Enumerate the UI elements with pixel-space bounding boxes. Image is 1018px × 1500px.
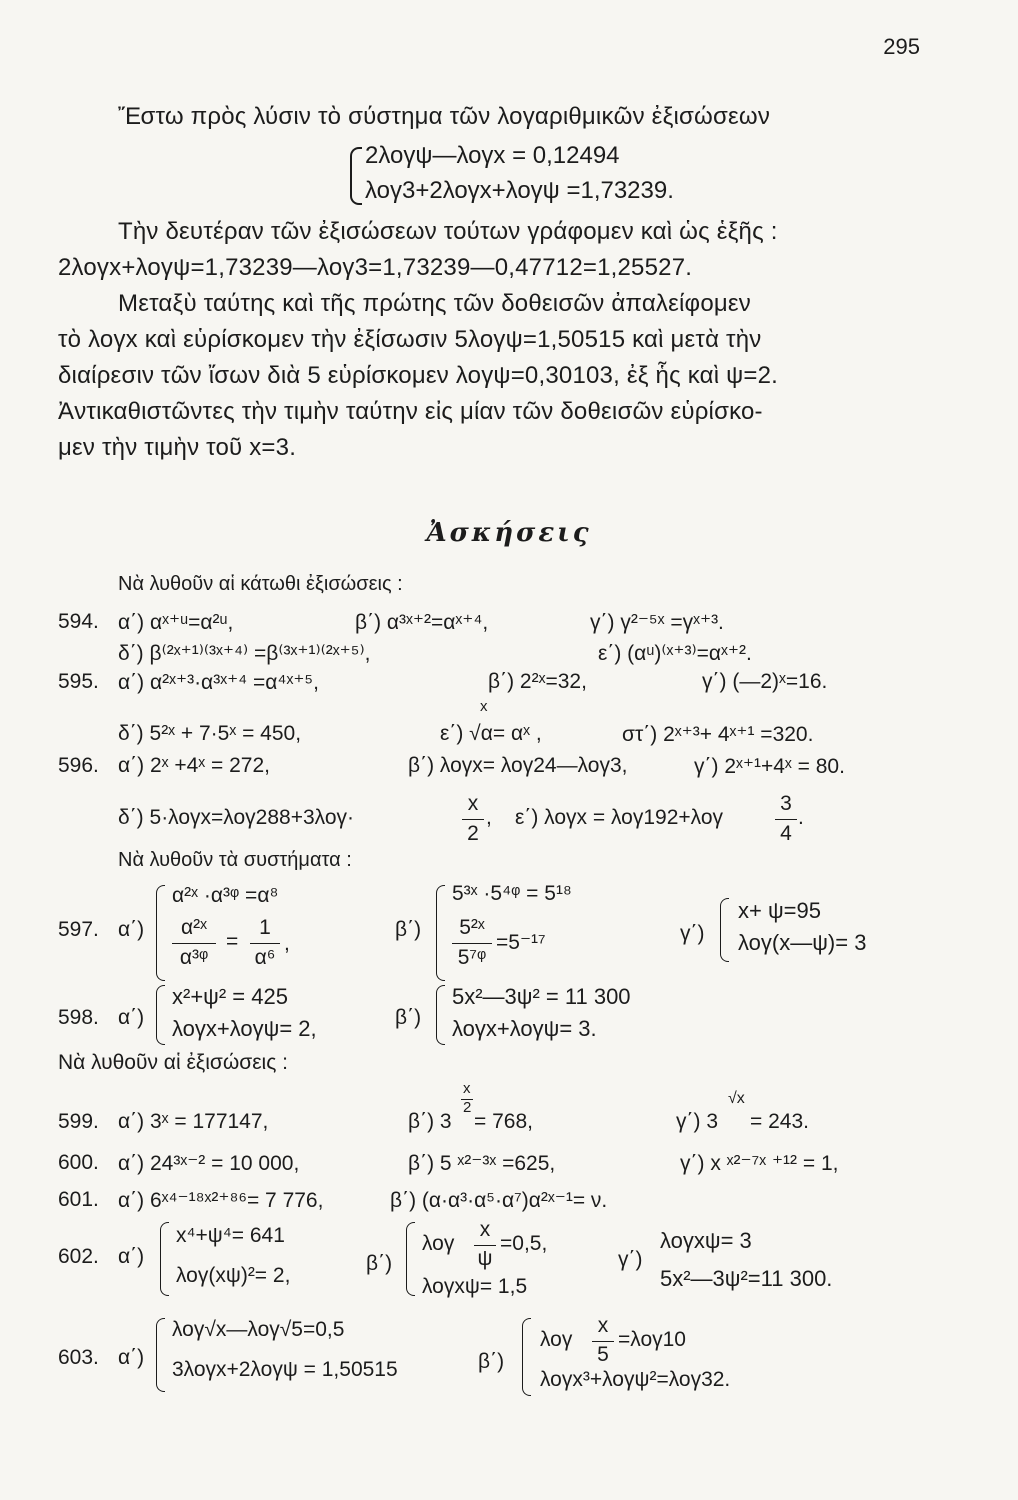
- fraction-numerator: x: [597, 1314, 609, 1337]
- fraction-bar: [172, 943, 216, 944]
- intro-line-8: μεν τὴν τιμὴν τοῦ x=3.: [58, 434, 297, 461]
- system-label: α΄): [118, 1245, 145, 1268]
- system-brace: [436, 885, 445, 981]
- fraction-denominator: ψ: [477, 1247, 493, 1270]
- exercise-number: 599.: [58, 1110, 99, 1133]
- system-brace: [160, 1222, 169, 1296]
- intro-line-5: τὸ λογx καὶ εὑρίσκομεν τὴν ἐξίσωσιν 5λογψ=1,50515 καὶ μετὰ τὴν: [58, 326, 762, 353]
- exercise-item: στ΄) 2ˣ⁺³+ 4ˣ⁺¹ =320.: [622, 723, 814, 746]
- exercise-number: 598.: [58, 1006, 99, 1029]
- intro-line-3: 2λογx+λογψ=1,73239—λογ3=1,73239—0,47712=1,25527.: [58, 254, 693, 281]
- system-label: α΄): [118, 1346, 145, 1369]
- system-equation: α²ˣ ·α³ᵠ =α⁸: [172, 884, 279, 907]
- system-equation: x²+ψ² = 425: [172, 984, 288, 1009]
- system-brace: [720, 898, 729, 962]
- exercise-number: 601.: [58, 1188, 99, 1211]
- fraction-bar: [474, 1245, 496, 1246]
- equals-sign: =: [226, 930, 239, 953]
- system-equation: λογ: [422, 1232, 455, 1255]
- intro-line-2: Τὴν δευτέραν τῶν ἐξισώσεων τούτων γράφομεν καὶ ὡς ἑξῆς :: [118, 218, 778, 245]
- exercise-number: 600.: [58, 1151, 99, 1174]
- fraction-numerator: 5²ˣ: [459, 916, 485, 939]
- exercise-item: α΄) 3ˣ = 177147,: [118, 1110, 269, 1133]
- exponent-root: √x: [728, 1090, 745, 1107]
- exercise-item: γ΄) γ²⁻⁵ˣ =γˣ⁺³.: [590, 611, 724, 634]
- intro-line-7: Ἀντικαθιστῶντες τὴν τιμὴν ταύτην εἰς μίαν τῶν δοθεισῶν εὑρίσκο-: [58, 398, 763, 425]
- exercise-item: = 768,: [474, 1110, 533, 1133]
- exponent-numerator: x: [463, 1080, 471, 1097]
- system-equation: 3λογx+2λογψ = 1,50515: [172, 1358, 398, 1381]
- system-equation: λογxψ= 3: [660, 1228, 752, 1253]
- intro-line-1: Ἔστω πρὸς λύσιν τὸ σύστημα τῶν λογαριθμικῶν ἐξισώσεων: [118, 103, 771, 130]
- exercise-item: α΄) 24³ˣ⁻² = 10 000,: [118, 1152, 300, 1175]
- exercises-heading: Ἀσκήσεις: [426, 518, 592, 548]
- system-label: β΄): [395, 1006, 422, 1029]
- fraction-bar: [775, 819, 797, 820]
- system-label: γ΄): [680, 922, 705, 945]
- exponent-denominator: 2: [463, 1099, 472, 1116]
- page-number: 295: [883, 34, 920, 59]
- exercise-item: α΄) 2ˣ +4ˣ = 272,: [118, 754, 271, 777]
- fraction-denominator: 5⁷ᵠ: [457, 946, 487, 969]
- exercise-number: 594.: [58, 610, 99, 633]
- exercise-item: α΄) α²ˣ⁺³·α³ˣ⁺⁴ =α⁴ˣ⁺⁵,: [118, 671, 319, 694]
- exercise-item: β΄) 3: [408, 1110, 452, 1133]
- system-equation: λογ: [540, 1328, 573, 1351]
- exercise-item: ε΄) λογx = λογ192+λογ: [515, 806, 724, 829]
- exercise-item: δ΄) 5²ˣ + 7·5ˣ = 450,: [118, 722, 302, 745]
- fraction-bar: [250, 943, 280, 944]
- exercise-number: 595.: [58, 670, 99, 693]
- system-equation-1: 2λογψ—λογx = 0,12494: [365, 142, 620, 169]
- instruction-systems: Νὰ λυθοῦν τὰ συστήματα :: [118, 849, 352, 871]
- punctuation: ,: [284, 932, 290, 955]
- fraction-denominator: 2: [467, 822, 479, 845]
- exercise-item: = 243.: [750, 1110, 809, 1133]
- exercise-item: ε΄) √α= αˣ ,: [440, 722, 542, 745]
- exercise-item: β΄) λογx= λογ24—λογ3,: [408, 754, 628, 777]
- intro-line-6: διαίρεσιν τῶν ἴσων διὰ 5 εὑρίσκομεν λογψ=0,30103, ἐξ ἧς καὶ ψ=2.: [58, 362, 779, 389]
- fraction-denominator: 5: [597, 1343, 609, 1366]
- system-equation: λογx+λογψ= 3.: [452, 1016, 597, 1041]
- exercise-item: δ΄) 5·λογx=λογ288+3λογ·: [118, 806, 355, 829]
- punctuation: .: [798, 806, 804, 829]
- exercise-item: γ΄) (—2)ˣ=16.: [702, 670, 828, 693]
- exercise-item: β΄) α³ˣ⁺²=αˣ⁺⁴,: [355, 611, 489, 634]
- exercise-item: γ΄) x ˣ²⁻⁷ˣ ⁺¹² = 1,: [680, 1152, 839, 1175]
- system-equation: λογxψ= 1,5: [422, 1275, 528, 1298]
- system-brace: [156, 985, 165, 1045]
- system-equation: =0,5,: [500, 1232, 548, 1255]
- system-equation: =λογ10: [618, 1328, 686, 1351]
- system-brace: [156, 1318, 165, 1392]
- fraction-bar: [452, 943, 492, 944]
- exercise-number: 603.: [58, 1346, 99, 1369]
- system-equation: =5⁻¹⁷: [496, 931, 546, 954]
- fraction-numerator: x: [467, 792, 479, 815]
- system-equation: 5x²—3ψ²=11 300.: [660, 1266, 833, 1291]
- system-brace: [436, 985, 445, 1045]
- exercise-item: β΄) (α·α³·α⁵·α⁷)α²ˣ⁻¹= ν.: [390, 1189, 608, 1212]
- system-equation: 5³ˣ ·5⁴ᵠ = 5¹⁸: [452, 882, 572, 905]
- exercise-item: β΄) 5 ˣ²⁻³ˣ =625,: [408, 1152, 556, 1175]
- exercise-number: 602.: [58, 1245, 99, 1268]
- instruction-equations-2: Νὰ λυθοῦν αἱ ἐξισώσεις :: [58, 1051, 289, 1074]
- system-equation: λογx³+λογψ²=λογ32.: [540, 1368, 731, 1391]
- fraction-bar: [592, 1341, 614, 1342]
- system-brace: [350, 147, 362, 205]
- fraction-numerator: 3: [780, 792, 792, 815]
- exercise-number: 597.: [58, 918, 99, 941]
- exercise-item: γ΄) 2ˣ⁺¹+4ˣ = 80.: [694, 755, 845, 778]
- system-label: β΄): [478, 1350, 505, 1373]
- fraction-numerator: x: [479, 1218, 491, 1241]
- exercise-item: β΄) 2²ˣ=32,: [488, 670, 587, 693]
- exercise-item: α΄) αˣ⁺ᵘ=α²ᵘ,: [118, 611, 234, 634]
- system-equation: x⁴+ψ⁴= 641: [176, 1224, 285, 1247]
- system-equation: λογ(xψ)²= 2,: [176, 1264, 291, 1287]
- exercise-item: δ΄) β⁽²ˣ⁺¹⁾⁽³ˣ⁺⁴⁾ =β⁽³ˣ⁺¹⁾⁽²ˣ⁺⁵⁾,: [118, 642, 371, 665]
- exercise-item: α΄) 6ˣ⁴⁻¹⁸ˣ²⁺⁸⁶= 7 776,: [118, 1189, 324, 1212]
- system-equation: λογ√x—λογ√5=0,5: [172, 1318, 345, 1341]
- root-index: x: [480, 698, 488, 715]
- fraction-numerator: 1: [259, 916, 271, 939]
- fraction-denominator: 4: [780, 822, 792, 845]
- exercise-item: ε΄) (αᵘ)⁽ˣ⁺³⁾=αˣ⁺².: [598, 642, 752, 665]
- system-brace: [522, 1318, 531, 1396]
- fraction-denominator: α⁶: [254, 946, 276, 969]
- system-brace: [156, 885, 165, 981]
- instruction-equations: Νὰ λυθοῦν αἱ κάτωθι ἐξισώσεις :: [118, 573, 403, 595]
- system-label: α΄): [118, 1006, 145, 1029]
- punctuation: ,: [486, 806, 492, 829]
- system-label: β΄): [395, 918, 422, 941]
- fraction-denominator: α³ᵠ: [179, 946, 209, 969]
- fraction-bar: [462, 819, 484, 820]
- intro-line-4: Μεταξὺ ταύτης καὶ τῆς πρώτης τῶν δοθεισῶν ἀπαλείφομεν: [118, 290, 751, 317]
- exercise-number: 596.: [58, 754, 99, 777]
- system-equation: 5x²—3ψ² = 11 300: [452, 984, 631, 1009]
- system-equation: λογx+λογψ= 2,: [172, 1016, 317, 1041]
- system-brace: [406, 1222, 415, 1296]
- exercise-item: γ΄) 3: [676, 1110, 718, 1133]
- system-label: γ΄): [618, 1248, 643, 1271]
- system-equation-2: λογ3+2λογx+λογψ =1,73239.: [365, 177, 674, 204]
- system-label: β΄): [366, 1252, 393, 1275]
- system-equation: λογ(x—ψ)= 3: [738, 930, 867, 955]
- system-label: α΄): [118, 918, 145, 941]
- fraction-numerator: α²ˣ: [180, 916, 208, 939]
- system-equation: x+ ψ=95: [738, 898, 821, 923]
